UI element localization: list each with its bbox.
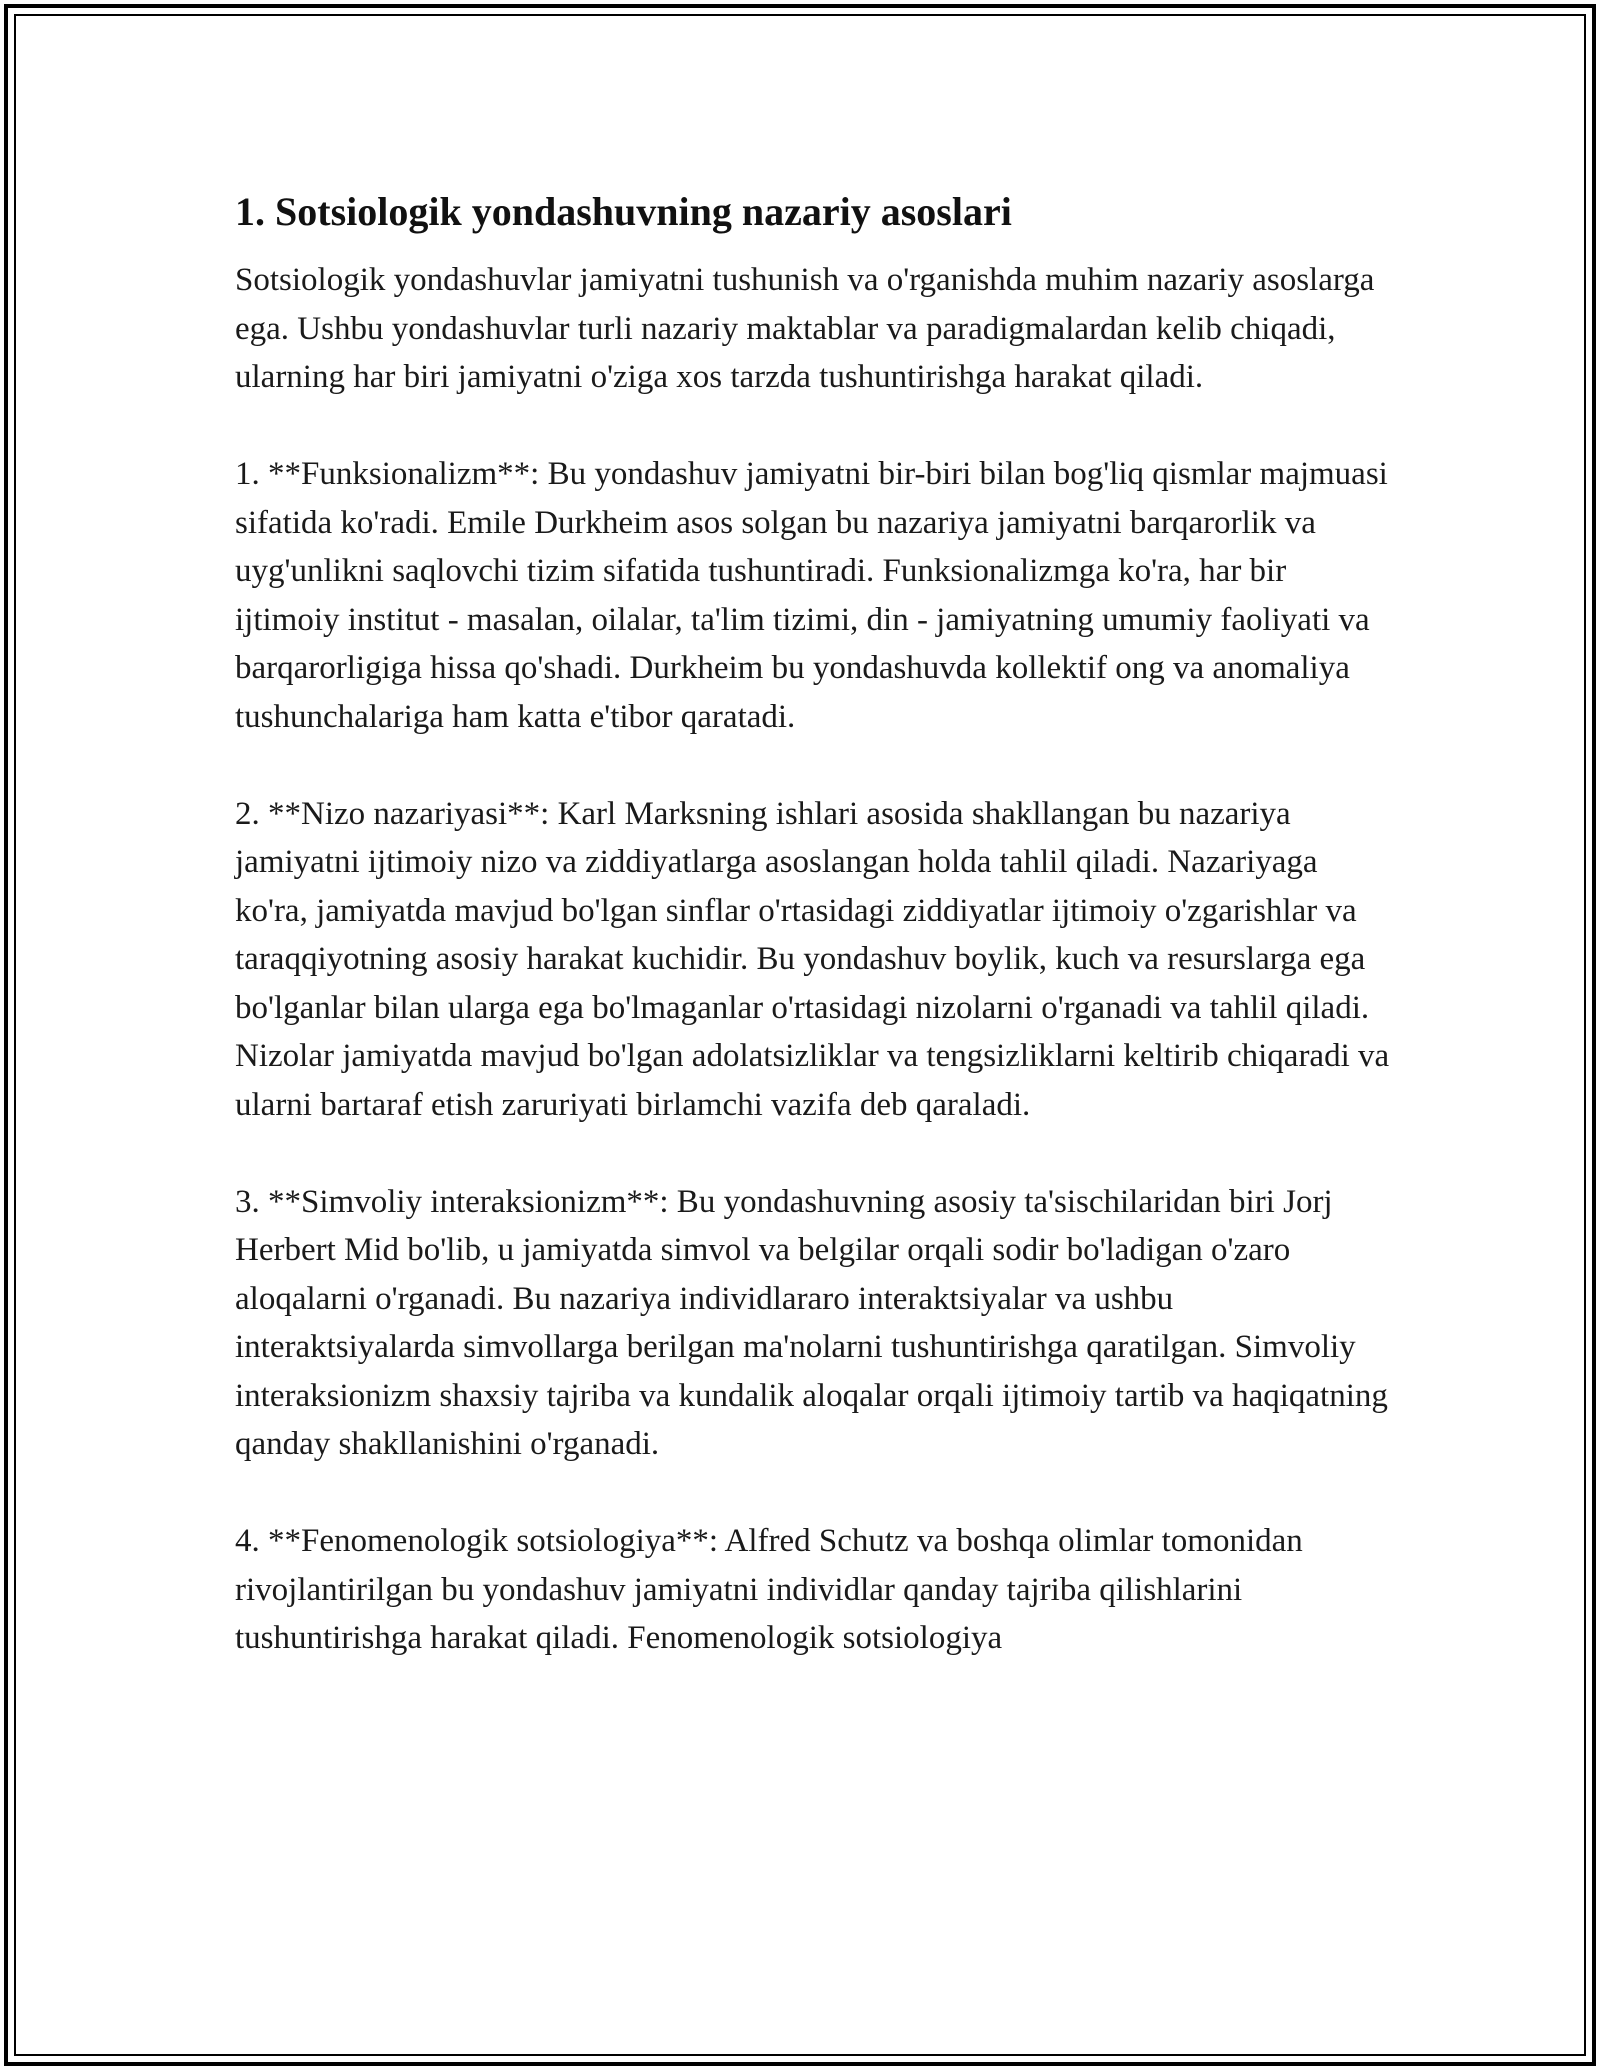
section-title: 1. Sotsiologik yondashuvning nazariy asoslari bbox=[235, 189, 1012, 234]
paragraph-nizo-nazariyasi: 2. **Nizo nazariyasi**: Karl Marksning ishlari asosida shakllangan bu nazariya jamiyatni ijtimoiy nizo va ziddiyatlarga asoslangan holda tahlil qiladi. Nazariyaga ko'ra, jamiyatda mavjud bo'lgan sinflar o'rtasidagi ziddiyatlar ijtimoiy o'zgarishlar va taraqqiyotning asosiy harakat kuchidir. Bu yondashuv boylik, kuch va resurslarga ega bo'lganlar bilan ularga ega bo'lmaganlar o'rtasidagi nizolarni o'rganadi va tahlil qiladi. Nizolar jamiyatda mavjud bo'lgan adolatsizliklar va tengsizliklarni keltirib chiqaradi va ularni bartaraf etish zaruriyati birlamchi vazifa deb qaraladi. bbox=[235, 795, 1390, 1123]
document-body bbox=[235, 186, 1395, 1711]
paragraph-simvoliy-interaksionizm: 3. **Simvoliy interaksionizm**: Bu yondashuvning asosiy ta'sischilaridan biri Jorj Herbert Mid bo'lib, u jamiyatda simvol va belgilar orqali sodir bo'ladigan o'zaro aloqalarni o'rganadi. Bu nazariya individlararo interaktsiyalar va ushbu interaktsiyalarda simvollarga berilgan ma'nolarni tushuntirishga qaratilgan. Simvoliy interaksionizm shaxsiy tajriba va kundalik aloqalar orqali ijtimoiy tartib va haqiqatning qanday shakllanishini o'rganadi. bbox=[235, 1183, 1388, 1462]
paragraph-funksionalizm: 1. **Funksionalizm**: Bu yondashuv jamiyatni bir-biri bilan bog'liq qismlar majmuasi sifatida ko'radi. Emile Durkheim asos solgan bu nazariya jamiyatni barqarorlik va uyg'unlikni saqlovchi tizim sifatida tushuntiradi. Funksionalizmga ko'ra, har bir ijtimoiy institut - masalan, oilalar, ta'lim tizimi, din - jamiyatning umumiy faoliyati va barqarorligiga hissa qo'shadi. Durkheim bu yondashuvda kollektif ong va anomaliya tushunchalariga ham katta e'tibor qaratadi. bbox=[235, 456, 1388, 735]
intro-paragraph: Sotsiologik yondashuvlar jamiyatni tushunish va o'rganishda muhim nazariy asoslarga ega. Ushbu yondashuvlar turli nazariy maktablar va paradigmalardan kelib chiqadi, ularning har biri jamiyatni o'ziga xos tarzda tushuntirishga harakat qiladi. bbox=[235, 262, 1375, 395]
paragraph-fenomenologik-sotsiologiya: 4. **Fenomenologik sotsiologiya**: Alfred Schutz va boshqa olimlar tomonidan rivojlantirilgan bu yondashuv jamiyatni individlar qanday tajriba qilishlarini tushuntirishga harakat qiladi. Fenomenologik sotsiologiya bbox=[235, 1523, 1303, 1656]
